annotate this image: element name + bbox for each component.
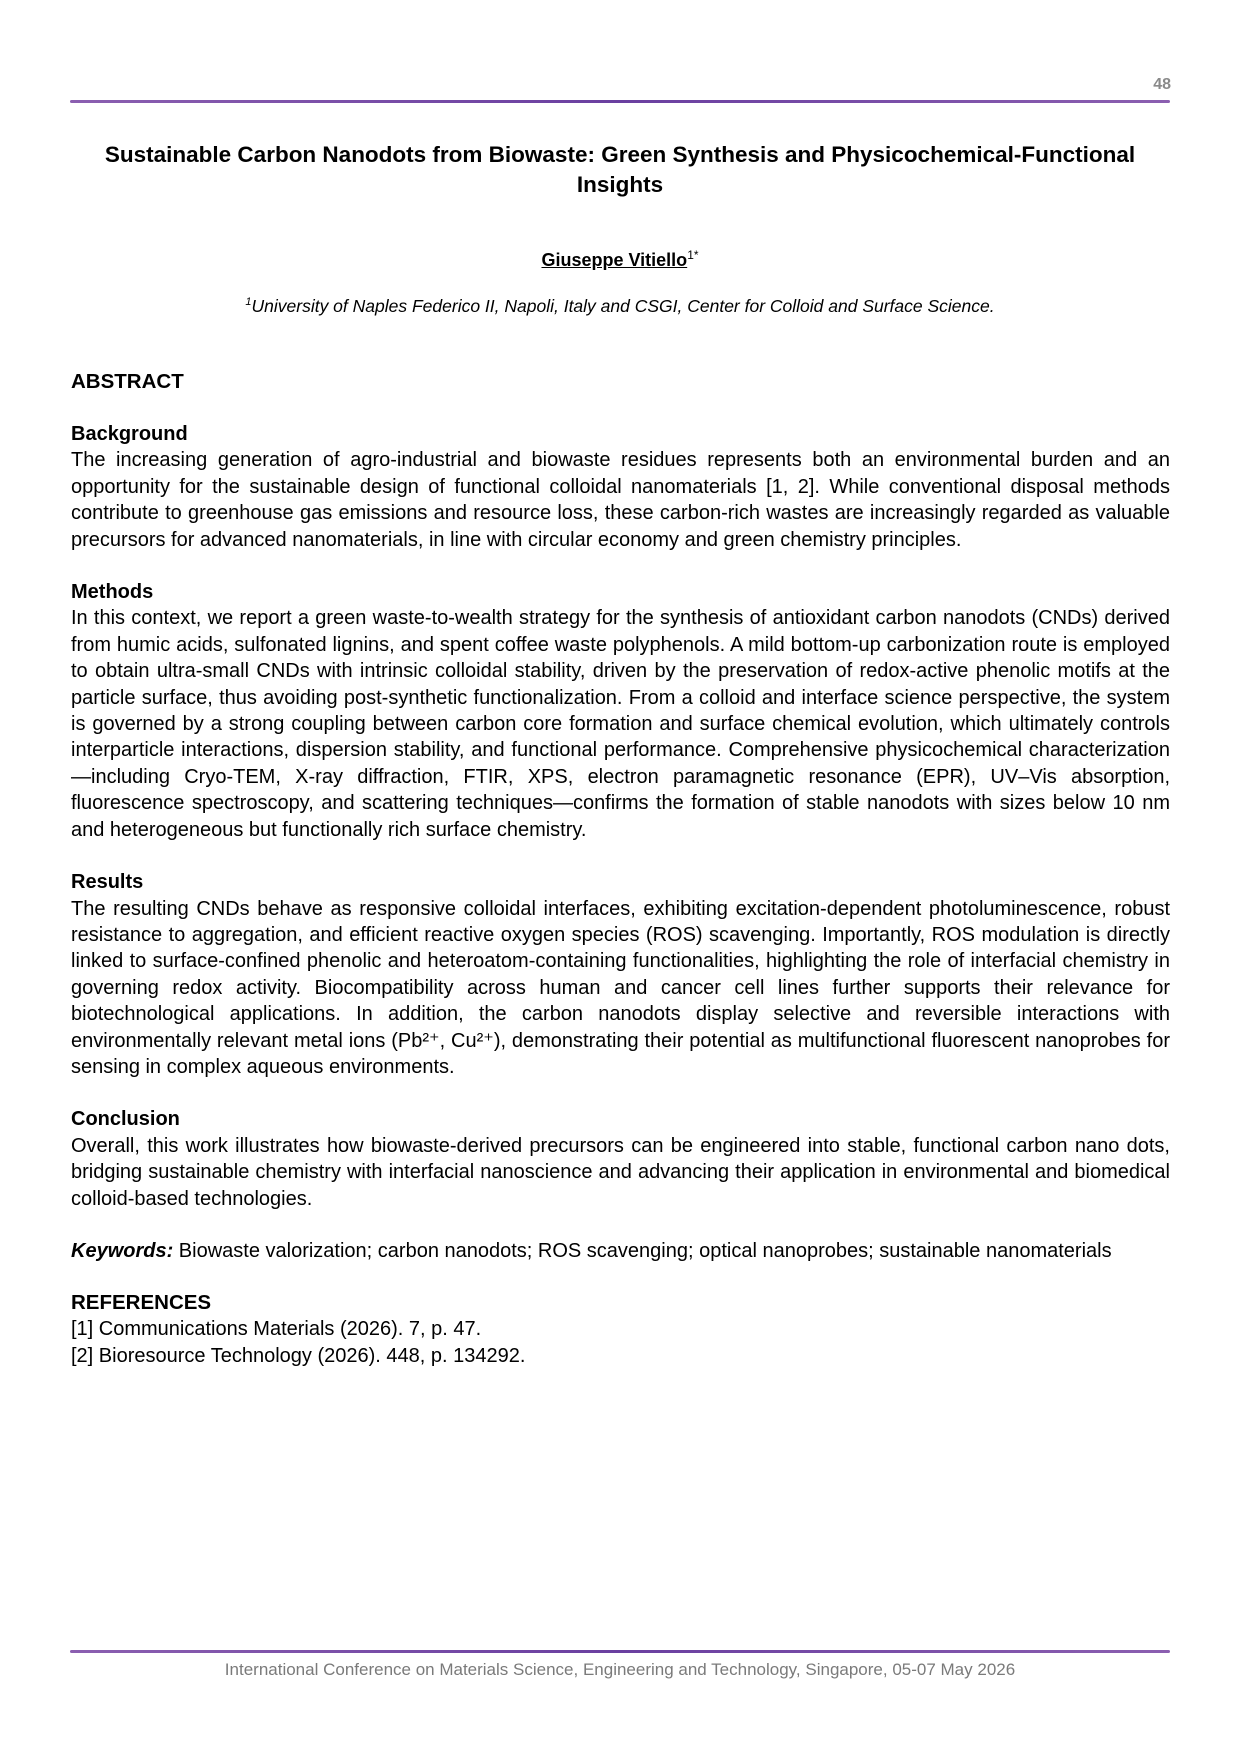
reference-item: [1] Communications Materials (2026). 7, p. 47. bbox=[71, 1318, 482, 1341]
references-heading: REFERENCES bbox=[71, 1291, 212, 1315]
footer-text: International Conference on Materials Science, Engineering and Technology, Singapore, 05-07 May 2026 bbox=[224, 1660, 1016, 1679]
section-text-conclusion: Overall, this work illustrates how biowaste-derived precursors can be engineered into stable, functional carbon nano dots, bridging sustainable chemistry with interfacial nanoscience and advancing their application in environmental and biomedical colloid-based technologies. bbox=[71, 1134, 1170, 1210]
affiliation-marker: 1 bbox=[245, 296, 252, 309]
keywords bbox=[71, 1238, 1170, 1264]
references bbox=[71, 1290, 1170, 1369]
affiliation-text: University of Naples Federico II, Napoli, Italy and CSGI, Center for Colloid and Surface Science. bbox=[251, 296, 995, 316]
author-marks: 1* bbox=[687, 248, 699, 262]
footer-rule bbox=[70, 1650, 1170, 1653]
paper-title: Sustainable Carbon Nanodots from Biowaste: Green Synthesis and Physicochemical-Functional Insights bbox=[104, 142, 1136, 197]
keywords-label: Keywords: bbox=[71, 1239, 174, 1262]
abstract-body bbox=[71, 369, 1170, 1369]
page-number: 48 bbox=[1153, 76, 1171, 93]
section-heading-conclusion: Conclusion bbox=[71, 1108, 180, 1131]
section-text-results: The resulting CNDs behave as responsive colloidal interfaces, exhibiting excitation-dependent photoluminescence, robust resistance to aggregation, and efficient reactive oxygen species (ROS) scavenging. Importantly, ROS modulation is directly linked to surface-confined phenolic and heteroatom-containing functionalities, highlighting the role of interfacial chemistry in governing redox activity. Biocompatibility across human and cancer cell lines further supports their relevance for biotechnological applications. In addition, the carbon nanodots display selective and reversible interactions with environmentally relevant metal ions (Pb²⁺, Cu²⁺), demonstrating their potential as multifunctional fluorescent nanoprobes for sensing in complex aqueous environments. bbox=[71, 897, 1170, 1078]
author-line bbox=[70, 248, 1170, 271]
header-rule bbox=[70, 100, 1170, 103]
section-heading-background: Background bbox=[71, 423, 188, 445]
section-text-background: The increasing generation of agro-industrial and biowaste residues represents both an environmental burden and an opportunity for the sustainable design of functional colloidal nanomaterials [1, 2]. While conventional disposal methods contribute to greenhouse gas emissions and resource loss, these carbon-rich wastes are increasingly regarded as valuable precursors for advanced nanomaterials, in line with circular economy and green chemistry principles. bbox=[71, 449, 1170, 551]
section-heading-methods: Methods bbox=[71, 581, 154, 604]
reference-item: [2] Bioresource Technology (2026). 448, p. 134292. bbox=[71, 1344, 526, 1367]
affiliation bbox=[70, 296, 1170, 317]
section-heading-results: Results bbox=[71, 871, 144, 894]
keywords-text: Biowaste valorization; carbon nanodots; ROS scavenging; optical nanoprobes; sustainable nanomaterials bbox=[173, 1239, 1112, 1262]
abstract-heading: ABSTRACT bbox=[71, 370, 184, 393]
author-name: Giuseppe Vitiello bbox=[541, 250, 688, 270]
section-text-methods: In this context, we report a green waste-to-wealth strategy for the synthesis of antioxidant carbon nanodots (CNDs) derived from humic acids, sulfonated lignins, and spent coffee waste polyphenols. A mild bottom-up carbonization route is employed to obtain ultra-small CNDs with intrinsic colloidal stability, driven by the preservation of redox-active phenolic motifs at the particle surface, thus avoiding post-synthetic functionalization. From a colloid and interface science perspective, the system is governed by a strong coupling between carbon core formation and surface chemical evolution, which ultimately controls interparticle interactions, dispersion stability, and functional performance. Comprehensive physicochemical characterization—including Cryo-TEM, X-ray diffraction, FTIR, XPS, electron paramagnetic resonance (EPR), UV–Vis absorption, fluorescence spectroscopy, and scattering techniques—confirms the formation of stable nanodots with sizes below 10 nm and heterogeneous but functionally rich surface chemistry. bbox=[71, 607, 1170, 841]
